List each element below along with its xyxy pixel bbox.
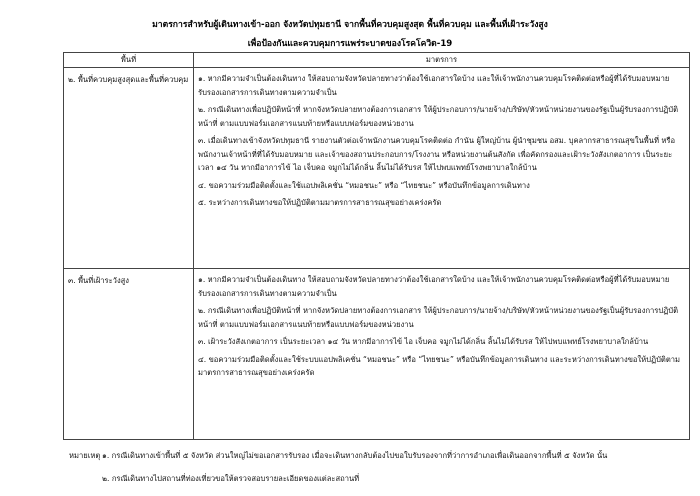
notes-label: หมายเหตุ — [69, 451, 101, 460]
measure-item: ๑. หากมีความจำเป็นต้องเดินทาง ให้สอบถามจังหวัดปลายทางว่าต้องใช้เอกสารใดบ้าง และให้เจ้าพนักงานควบคุมโรคติดต่อหรือผู้ที่ได้รับมอบหมายรับรองเอกสารการเดินทางตามความจำเป็น — [198, 275, 670, 298]
table-row — [64, 68, 690, 269]
measure-item: ๓. เมื่อเดินทางเข้าจังหวัดปทุมธานี รายงานตัวต่อเจ้าพนักงานควบคุมโรคติดต่อ กำนัน ผู้ใหญ่บ้าน ผู้นำชุมชน อสม. บุคลากรสาธารณสุขในพื้นที่ หรือพนักงานเจ้าหน้าที่ที่ได้รับมอบหมาย และเจ้าของสถานประกอบการ/โรงงาน หรือหน่วยงานต้นสังกัด เพื่อคัดกรองและเฝ้าระวังสังเกตอาการ เป็นระยะเวลา ๑๔ วัน หากมีอาการไข้ ไอ เจ็บคอ จมูกไม่ได้กลิ่น ลิ้นไม่ได้รับรส ให้ไปพบแพทย์โรงพยาบาลใกล้บ้าน — [198, 136, 676, 172]
measure-item: ๓. เฝ้าระวังสังเกตอาการ เป็นระยะเวลา ๑๔ วัน หากมีอาการไข้ ไอ เจ็บคอ จมูกไม่ได้กลิ่น ลิ้นไม่ได้รับรส ให้ไปพบแพทย์โรงพยาบาลใกล้บ้าน — [198, 337, 649, 346]
note-item: ๑. กรณีเดินทางเข้าพื้นที่ ๕ จังหวัด ส่วนใหญ่ไม่ขอเอกสารรับรอง เมื่อจะเดินทางกลับต้องไปขอใบรับรองจากที่ว่าการอำเภอเพื่อเดินออกจากพื้นที่ ๕ จังหวัด นั้น — [102, 451, 608, 460]
header-area: พื้นที่ — [64, 53, 194, 68]
measure-item: ๒. กรณีเดินทางเพื่อปฏิบัติหน้าที่ หากจังหวัดปลายทางต้องการเอกสาร ให้ผู้ประกอบการ/นายจ้าง/บริษัท/หัวหน้าหน่วยงานของรัฐเป็นผู้รับรองการปฏิบัติหน้าที่ ตามแบบฟอร์มเอกสารแนบท้ายหรือแบบฟอร์มของหน่วยงาน — [198, 105, 679, 128]
header-measures: มาตรการ — [194, 53, 690, 68]
area-label: ๓. พื้นที่เฝ้าระวังสูง — [68, 276, 130, 285]
document-subtitle: เพื่อป้องกันและควบคุมการแพร่ระบาดของโรคโควิด-19 — [247, 39, 453, 49]
measure-item: ๔. ขอความร่วมมือติดตั้งและใช้ระบบแอปพลิเคชั่น “หมอชนะ” หรือ “ไทยชนะ” หรือบันทึกข้อมูลการเดินทาง และระหว่างการเดินทางขอให้ปฏิบัติตามมาตรการสาธารณสุขอย่างเคร่งครัด — [198, 354, 681, 377]
notes-section — [69, 450, 699, 496]
document-title: มาตรการสำหรับผู้เดินทางเข้า-ออก จังหวัดปทุมธานี จากพื้นที่ควบคุมสูงสุด พื้นที่ควบคุม และพื้นที่เฝ้าระวังสูง — [152, 20, 548, 30]
note-item: ๒. กรณีเดินทางไปสถานที่ท่องเที่ยวขอให้ตรวจสอบรายละเอียดของแต่ละสถานที่ — [102, 474, 360, 483]
measure-item: ๕. ระหว่างการเดินทางขอให้ปฏิบัติตามมาตรการสาธารณสุขอย่างเคร่งครัด — [198, 198, 442, 207]
measure-item: ๑. หากมีความจำเป็นต้องเดินทาง ให้สอบถามจังหวัดปลายทางว่าต้องใช้เอกสารใดบ้าง และให้เจ้าพนักงานควบคุมโรคติดต่อหรือผู้ที่ได้รับมอบหมายรับรองเอกสารการเดินทางตามความจำเป็น — [198, 74, 670, 97]
measures-table — [63, 52, 690, 440]
measure-item: ๔. ขอความร่วมมือติดตั้งและใช้แอปพลิเคชั่น “หมอชนะ” หรือ “ไทยชนะ” หรือบันทึกข้อมูลการเดินทาง — [198, 180, 530, 190]
area-label: ๒. พื้นที่ควบคุมสูงสุดและพื้นที่ควบคุม — [68, 75, 189, 84]
table-row — [64, 269, 690, 440]
table-header-row — [64, 53, 690, 68]
measure-item: ๒. กรณีเดินทางเพื่อปฏิบัติหน้าที่ หากจังหวัดปลายทางต้องการเอกสาร ให้ผู้ประกอบการ/นายจ้าง/บริษัท/หัวหน้าหน่วยงานของรัฐเป็นผู้รับรองการปฏิบัติหน้าที่ ตามแบบฟอร์มเอกสารแนบท้ายหรือแบบฟอร์มของหน่วยงาน — [198, 306, 679, 329]
